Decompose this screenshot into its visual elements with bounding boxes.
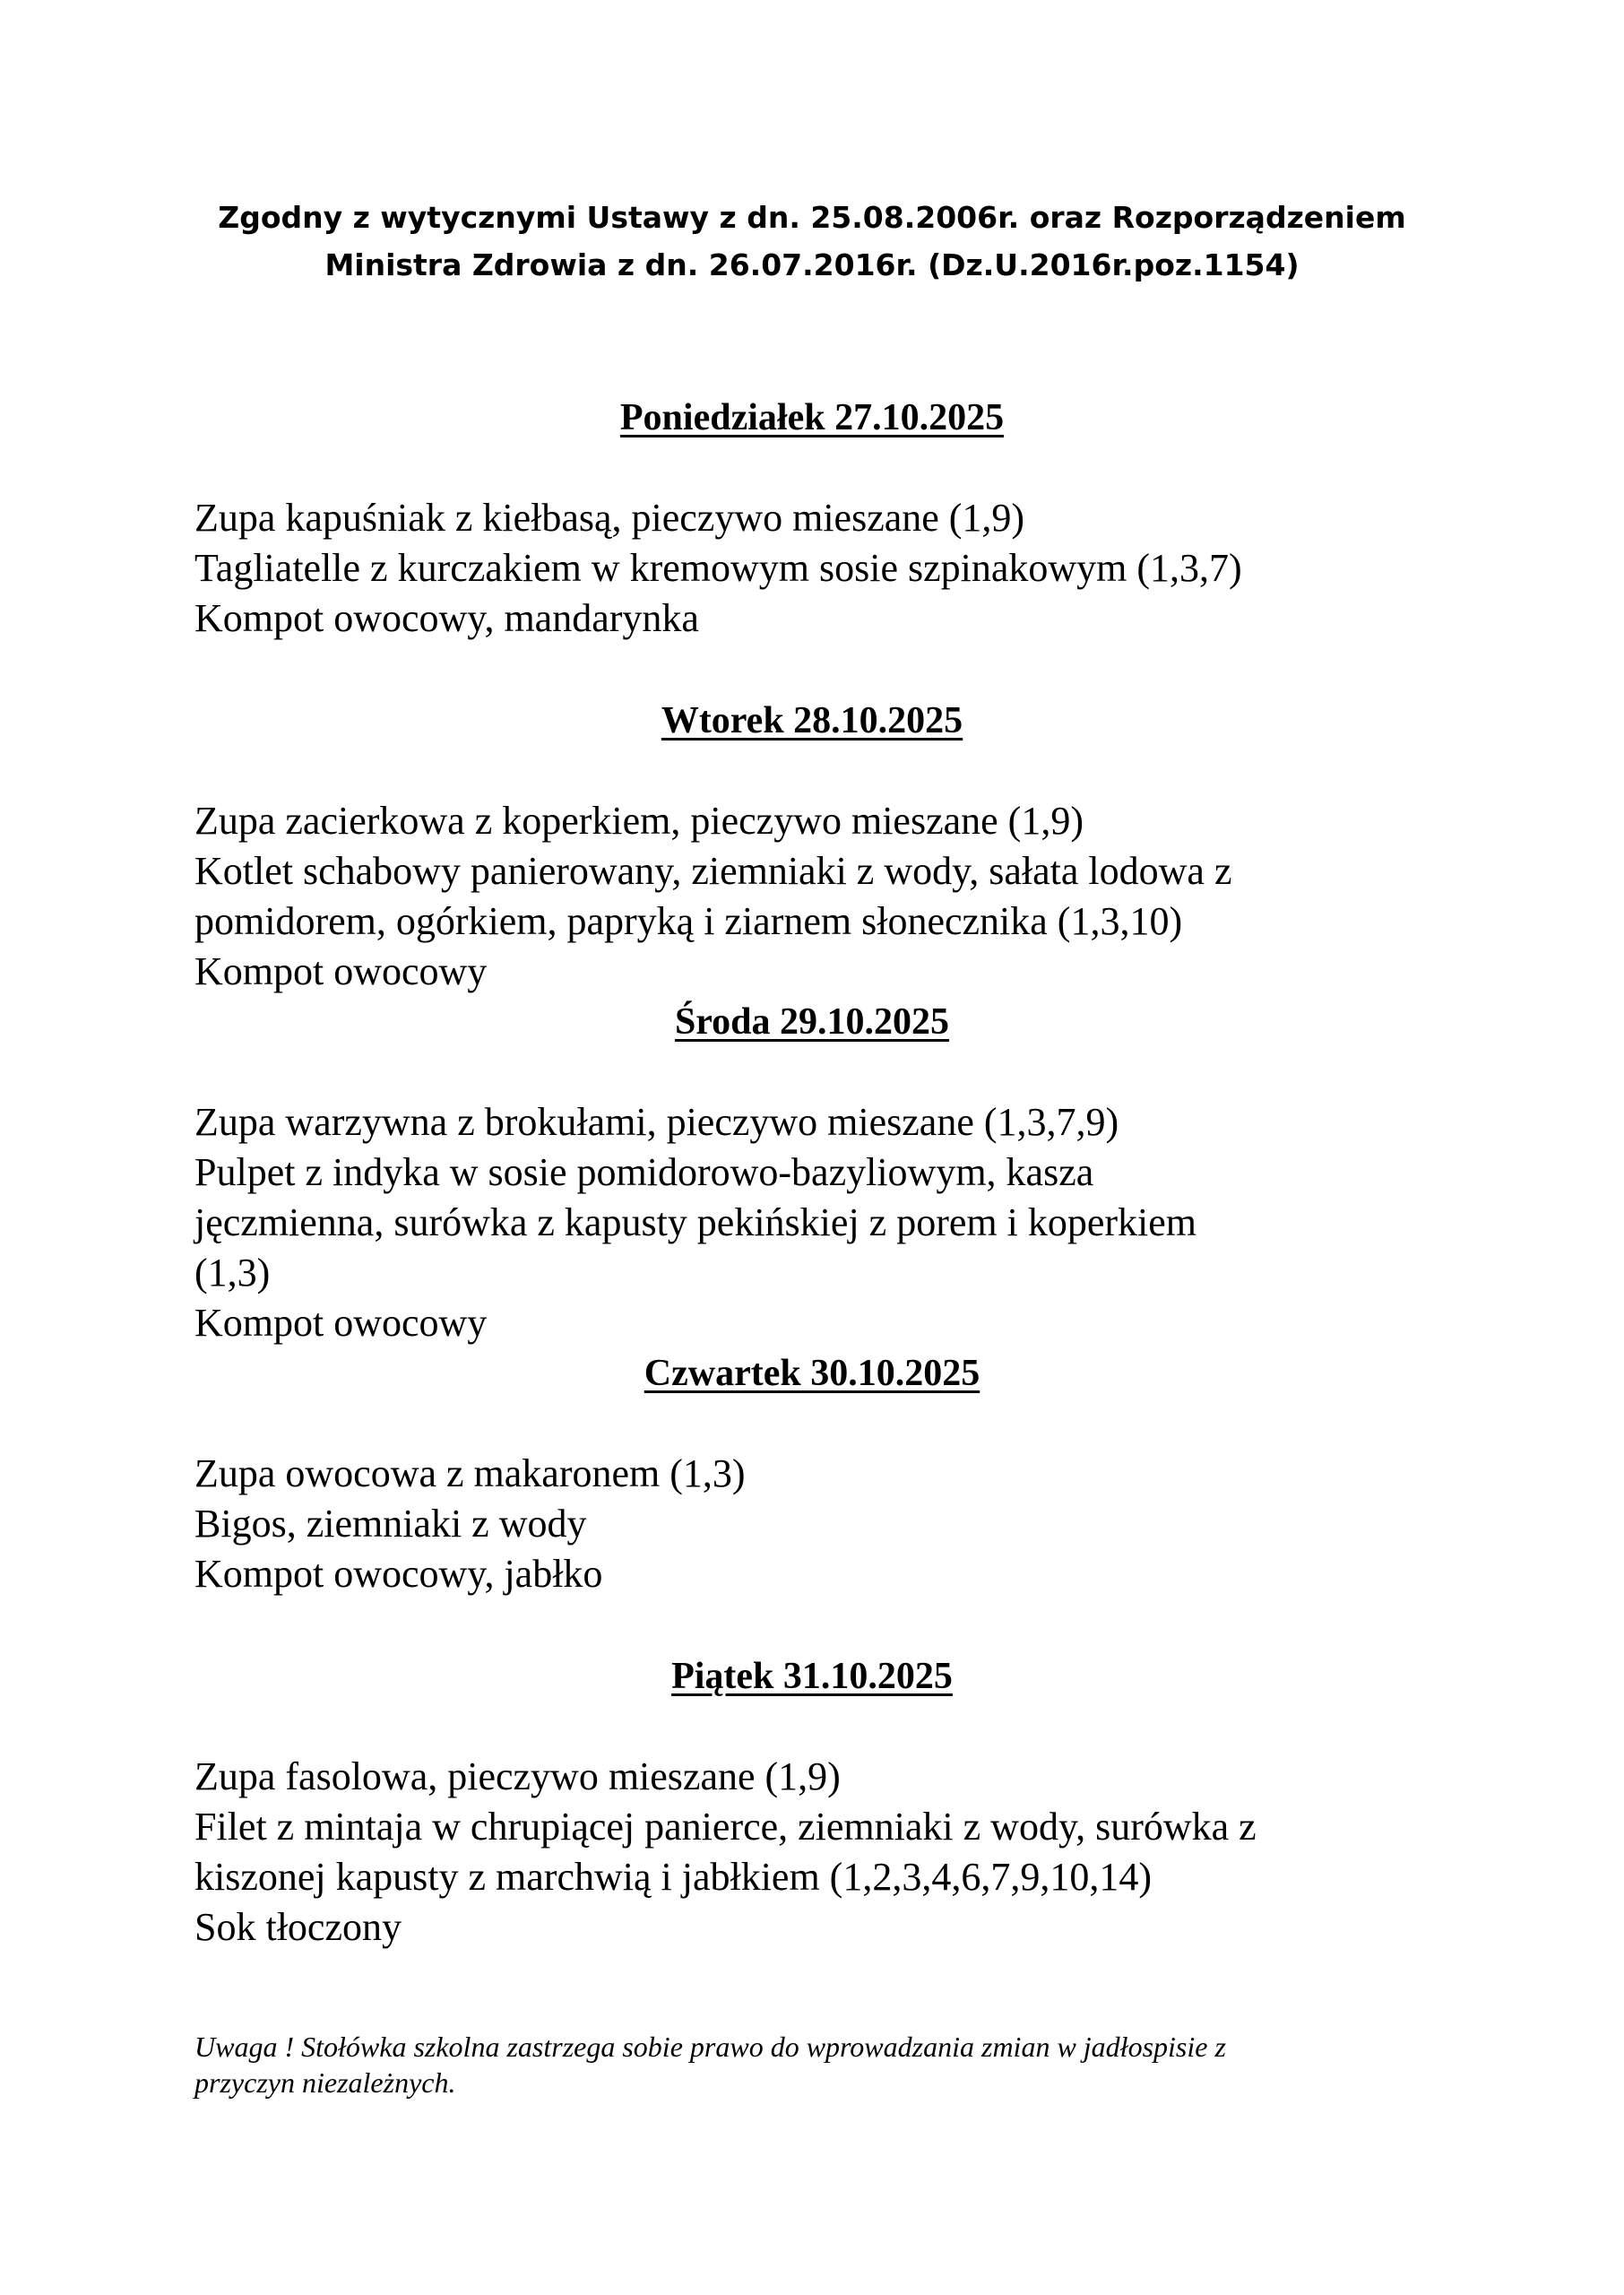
menu-line: (1,3) <box>194 1251 271 1295</box>
menu-line: Kompot owocowy, mandarynka <box>194 596 699 640</box>
menu-wednesday <box>194 1097 1539 1348</box>
menu-line: Zupa fasolowa, pieczywo mieszane (1,9) <box>194 1754 841 1798</box>
disclaimer-note <box>194 2029 1449 2100</box>
menu-line: Kompot owocowy <box>194 949 488 993</box>
menu-line: Sok tłoczony <box>194 1905 402 1949</box>
menu-line: Zupa kapuśniak z kiełbasą, pieczywo mieszane (1,9) <box>194 496 1025 540</box>
menu-line: Bigos, ziemniaki z wody <box>194 1502 587 1546</box>
day-heading-friday: Piątek 31.10.2025 <box>671 1656 953 1697</box>
menu-line: kiszonej kapusty z marchwią i jabłkiem (1,2,3,4,6,7,9,10,14) <box>194 1855 1152 1899</box>
menu-line: Kotlet schabowy panierowany, ziemniaki z wody, sałata lodowa z <box>194 849 1232 893</box>
day-heading-wednesday: Środa 29.10.2025 <box>674 1001 950 1043</box>
menu-monday <box>194 493 1539 644</box>
menu-line: Pulpet z indyka w sosie pomidorowo-bazyliowym, kasza <box>194 1150 1094 1194</box>
menu-thursday <box>194 1449 1539 1599</box>
menu-line: Kompot owocowy <box>194 1301 488 1345</box>
day-heading-tuesday: Wtorek 28.10.2025 <box>661 700 963 741</box>
menu-tuesday <box>194 796 1539 997</box>
menu-line: pomidorem, ogórkiem, papryką i ziarnem słonecznika (1,3,10) <box>194 899 1183 943</box>
menu-friday <box>194 1752 1539 1953</box>
menu-line: Tagliatelle z kurczakiem w kremowym sosie szpinakowym (1,3,7) <box>194 546 1242 590</box>
menu-line: Kompot owocowy, jabłko <box>194 1552 603 1596</box>
menu-line: Zupa warzywna z brokułami, pieczywo mieszane (1,3,7,9) <box>194 1100 1119 1144</box>
header-line-2: Ministra Zdrowia z dn. 26.07.2016r. (Dz.U.2016r.poz.1154) <box>324 247 1300 282</box>
day-heading-thursday: Czwartek 30.10.2025 <box>644 1353 980 1394</box>
menu-line: jęczmienna, surówka z kapusty pekińskiej z porem i koperkiem <box>194 1200 1196 1244</box>
note-line-2: przyczyn niezależnych. <box>194 2066 456 2099</box>
header-line-1: Zgodny z wytycznymi Ustawy z dn. 25.08.2006r. oraz Rozporządzeniem <box>218 200 1406 235</box>
note-line-1: Uwaga ! Stołówka szkolna zastrzega sobie prawo do wprowadzania zmian w jadłospisie z <box>194 2031 1226 2063</box>
day-heading-monday: Poniedziałek 27.10.2025 <box>619 397 1005 438</box>
document-header <box>0 194 1624 289</box>
menu-line: Zupa owocowa z makaronem (1,3) <box>194 1451 746 1495</box>
menu-line: Filet z mintaja w chrupiącej panierce, ziemniaki z wody, surówka z <box>194 1805 1257 1849</box>
menu-line: Zupa zacierkowa z koperkiem, pieczywo mieszane (1,9) <box>194 799 1084 843</box>
